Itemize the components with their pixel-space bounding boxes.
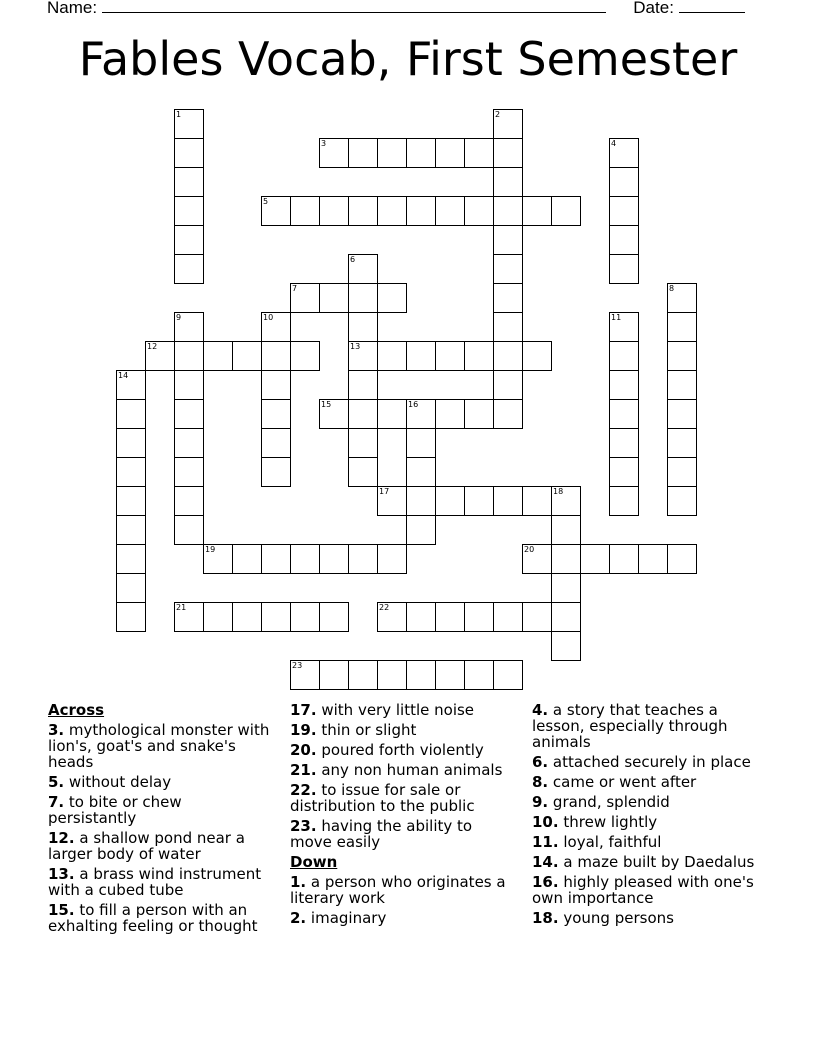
grid-cell[interactable] <box>348 341 378 371</box>
grid-cell[interactable] <box>493 196 523 226</box>
grid-cell[interactable] <box>319 399 349 429</box>
grid-cell[interactable] <box>174 370 204 400</box>
grid-cell[interactable] <box>609 428 639 458</box>
grid-cell[interactable] <box>290 544 320 574</box>
grid-cell[interactable] <box>464 196 494 226</box>
across-clue <box>48 830 273 862</box>
clue-text: any non human animals <box>321 761 503 779</box>
grid-cell[interactable] <box>348 544 378 574</box>
grid-cell[interactable] <box>464 341 494 371</box>
grid-cell[interactable] <box>261 196 291 226</box>
cell-number: 7 <box>292 284 298 293</box>
grid-cell[interactable] <box>435 341 465 371</box>
grid-cell[interactable] <box>261 341 291 371</box>
grid-cell[interactable] <box>493 399 523 429</box>
grid-cell[interactable] <box>667 312 697 342</box>
grid-cell[interactable] <box>174 109 204 139</box>
cell-number: 6 <box>350 255 356 264</box>
cell-number: 17 <box>379 487 390 496</box>
grid-cell[interactable] <box>377 602 407 632</box>
grid-cell[interactable] <box>609 254 639 284</box>
grid-cell[interactable] <box>348 283 378 313</box>
clue-text: a shallow pond near a larger body of water <box>48 829 245 863</box>
clue-text: a maze built by Daedalus <box>563 853 755 871</box>
grid-cell[interactable] <box>609 225 639 255</box>
grid-cell[interactable] <box>406 428 436 458</box>
grid-cell[interactable] <box>551 544 581 574</box>
grid-cell[interactable] <box>493 225 523 255</box>
grid-cell[interactable] <box>493 283 523 313</box>
grid-cell[interactable] <box>203 544 233 574</box>
grid-cell[interactable] <box>406 196 436 226</box>
across-clue <box>290 722 518 738</box>
down-heading: Down <box>290 853 338 871</box>
clue-number: 1. <box>290 873 307 891</box>
clue-text: threw lightly <box>563 813 658 831</box>
clue-number: 13. <box>48 865 75 883</box>
grid-cell[interactable] <box>232 341 262 371</box>
grid-cell[interactable] <box>348 312 378 342</box>
grid-cell[interactable] <box>174 254 204 284</box>
grid-cell[interactable] <box>435 660 465 690</box>
cell-number: 12 <box>147 342 158 351</box>
down-clue <box>532 854 762 870</box>
grid-cell[interactable] <box>319 660 349 690</box>
grid-cell[interactable] <box>406 341 436 371</box>
clue-number: 19. <box>290 721 317 739</box>
grid-cell[interactable] <box>464 138 494 168</box>
down-clue <box>290 910 518 926</box>
grid-cell[interactable] <box>638 544 668 574</box>
clue-number: 7. <box>48 793 65 811</box>
grid-cell[interactable] <box>551 196 581 226</box>
grid-cell[interactable] <box>406 486 436 516</box>
grid-cell[interactable] <box>522 602 552 632</box>
clue-column-1 <box>48 702 273 938</box>
grid-cell[interactable] <box>667 370 697 400</box>
grid-cell[interactable] <box>609 544 639 574</box>
cell-number: 10 <box>263 313 274 322</box>
grid-cell[interactable] <box>174 428 204 458</box>
clue-text: imaginary <box>310 909 387 927</box>
name-label: Name: <box>47 0 98 17</box>
cell-number: 8 <box>669 284 675 293</box>
cell-number: 5 <box>263 197 269 206</box>
cell-number: 16 <box>408 400 419 409</box>
grid-cell[interactable] <box>609 486 639 516</box>
across-clue <box>290 762 518 778</box>
grid-cell[interactable] <box>464 602 494 632</box>
grid-cell[interactable] <box>493 602 523 632</box>
grid-cell[interactable] <box>493 486 523 516</box>
grid-cell[interactable] <box>464 486 494 516</box>
grid-cell[interactable] <box>203 602 233 632</box>
clue-text: a person who originates a literary work <box>290 873 506 907</box>
grid-cell[interactable] <box>319 602 349 632</box>
grid-cell[interactable] <box>174 457 204 487</box>
cell-number: 15 <box>321 400 332 409</box>
grid-cell[interactable] <box>232 602 262 632</box>
grid-cell[interactable] <box>348 457 378 487</box>
clue-number: 23. <box>290 817 317 835</box>
across-clue <box>290 742 518 758</box>
down-clue <box>532 774 762 790</box>
across-clue <box>290 702 518 718</box>
grid-cell[interactable] <box>522 196 552 226</box>
clue-number: 16. <box>532 873 559 891</box>
grid-cell[interactable] <box>406 660 436 690</box>
grid-cell[interactable] <box>551 486 581 516</box>
grid-cell[interactable] <box>551 515 581 545</box>
grid-cell[interactable] <box>348 138 378 168</box>
grid-cell[interactable] <box>174 515 204 545</box>
down-clue <box>532 754 762 770</box>
grid-cell[interactable] <box>261 428 291 458</box>
down-clue <box>532 794 762 810</box>
grid-cell[interactable] <box>406 515 436 545</box>
clue-text: with very little noise <box>321 701 475 719</box>
grid-cell[interactable] <box>261 370 291 400</box>
grid-cell[interactable] <box>609 399 639 429</box>
down-clue <box>532 834 762 850</box>
across-clue <box>48 866 273 898</box>
grid-cell[interactable] <box>261 602 291 632</box>
grid-cell[interactable] <box>522 486 552 516</box>
grid-cell[interactable] <box>551 573 581 603</box>
clue-text: came or went after <box>552 773 697 791</box>
grid-cell[interactable] <box>435 602 465 632</box>
grid-cell[interactable] <box>493 167 523 197</box>
grid-cell[interactable] <box>319 283 349 313</box>
cell-number: 18 <box>553 487 564 496</box>
grid-cell[interactable] <box>377 486 407 516</box>
clue-text: a brass wind instrument with a cubed tube <box>48 865 262 899</box>
clue-number: 2. <box>290 909 307 927</box>
grid-cell[interactable] <box>377 399 407 429</box>
clue-text: attached securely in place <box>552 753 751 771</box>
cell-number: 14 <box>118 371 129 380</box>
grid-cell[interactable] <box>174 486 204 516</box>
grid-cell[interactable] <box>348 428 378 458</box>
cell-number: 9 <box>176 313 182 322</box>
clue-text: to bite or chew persistantly <box>48 793 182 827</box>
clue-text: having the ability to move easily <box>290 817 473 851</box>
grid-cell[interactable] <box>116 544 146 574</box>
grid-cell[interactable] <box>493 312 523 342</box>
grid-cell[interactable] <box>551 602 581 632</box>
grid-cell[interactable] <box>464 399 494 429</box>
grid-cell[interactable] <box>116 399 146 429</box>
grid-cell[interactable] <box>116 428 146 458</box>
down-clue <box>290 874 518 906</box>
grid-cell[interactable] <box>348 370 378 400</box>
grid-cell[interactable] <box>116 515 146 545</box>
grid-cell[interactable] <box>348 196 378 226</box>
grid-cell[interactable] <box>406 399 436 429</box>
grid-cell[interactable] <box>667 457 697 487</box>
cell-number: 19 <box>205 545 216 554</box>
grid-cell[interactable] <box>377 196 407 226</box>
grid-cell[interactable] <box>319 544 349 574</box>
across-clue <box>48 722 273 770</box>
grid-cell[interactable] <box>174 341 204 371</box>
grid-cell[interactable] <box>203 341 233 371</box>
clue-text: poured forth violently <box>321 741 484 759</box>
grid-cell[interactable] <box>377 341 407 371</box>
grid-cell[interactable] <box>551 631 581 661</box>
clue-number: 12. <box>48 829 75 847</box>
grid-cell[interactable] <box>667 283 697 313</box>
grid-cell[interactable] <box>174 138 204 168</box>
grid-cell[interactable] <box>116 457 146 487</box>
grid-cell[interactable] <box>667 544 697 574</box>
grid-cell[interactable] <box>667 486 697 516</box>
cell-number: 13 <box>350 342 361 351</box>
grid-cell[interactable] <box>609 167 639 197</box>
grid-cell[interactable] <box>116 602 146 632</box>
grid-cell[interactable] <box>261 544 291 574</box>
clue-number: 15. <box>48 901 75 919</box>
clue-column-2 <box>290 702 518 930</box>
grid-cell[interactable] <box>174 399 204 429</box>
grid-cell[interactable] <box>493 660 523 690</box>
grid-cell[interactable] <box>348 399 378 429</box>
clue-text: young persons <box>563 909 674 927</box>
grid-cell[interactable] <box>377 544 407 574</box>
grid-cell[interactable] <box>406 138 436 168</box>
cell-number: 23 <box>292 661 303 670</box>
grid-cell[interactable] <box>377 283 407 313</box>
grid-cell[interactable] <box>290 660 320 690</box>
puzzle-title: Fables Vocab, First Semester <box>78 32 738 86</box>
clue-number: 20. <box>290 741 317 759</box>
clue-text: to issue for sale or distribution to the public <box>290 781 475 815</box>
clue-number: 3. <box>48 721 65 739</box>
grid-cell[interactable] <box>174 312 204 342</box>
grid-cell[interactable] <box>493 109 523 139</box>
down-clue <box>532 874 762 906</box>
across-clue <box>290 782 518 814</box>
grid-cell[interactable] <box>435 196 465 226</box>
grid-cell[interactable] <box>290 341 320 371</box>
clue-number: 22. <box>290 781 317 799</box>
grid-cell[interactable] <box>522 544 552 574</box>
grid-cell[interactable] <box>348 254 378 284</box>
across-clue <box>48 774 273 790</box>
cell-number: 22 <box>379 603 390 612</box>
grid-cell[interactable] <box>667 399 697 429</box>
clue-number: 6. <box>532 753 549 771</box>
grid-cell[interactable] <box>261 312 291 342</box>
cell-number: 11 <box>611 313 622 322</box>
grid-cell[interactable] <box>667 341 697 371</box>
grid-cell[interactable] <box>377 138 407 168</box>
grid-cell[interactable] <box>290 283 320 313</box>
grid-cell[interactable] <box>435 138 465 168</box>
grid-cell[interactable] <box>174 196 204 226</box>
across-heading: Across <box>48 701 105 719</box>
cell-number: 3 <box>321 139 327 148</box>
clue-text: highly pleased with one's own importance <box>532 873 754 907</box>
down-clue <box>532 814 762 830</box>
clue-column-3 <box>532 702 762 930</box>
clue-text: without delay <box>68 773 172 791</box>
grid-cell[interactable] <box>290 196 320 226</box>
clue-number: 21. <box>290 761 317 779</box>
grid-cell[interactable] <box>116 486 146 516</box>
grid-cell[interactable] <box>493 138 523 168</box>
grid-cell[interactable] <box>406 602 436 632</box>
clue-text: loyal, faithful <box>563 833 662 851</box>
clue-number: 11. <box>532 833 559 851</box>
grid-cell[interactable] <box>609 138 639 168</box>
grid-cell[interactable] <box>435 399 465 429</box>
clue-number: 10. <box>532 813 559 831</box>
across-clue <box>48 794 273 826</box>
down-clue <box>532 702 762 750</box>
grid-cell[interactable] <box>464 660 494 690</box>
grid-cell[interactable] <box>377 660 407 690</box>
clue-text: a story that teaches a lesson, especially through animals <box>532 701 728 751</box>
grid-cell[interactable] <box>522 341 552 371</box>
grid-cell[interactable] <box>261 399 291 429</box>
grid-cell[interactable] <box>174 602 204 632</box>
grid-cell[interactable] <box>609 457 639 487</box>
grid-cell[interactable] <box>609 370 639 400</box>
down-clue <box>532 910 762 926</box>
date-label: Date: <box>633 0 674 17</box>
grid-cell[interactable] <box>667 428 697 458</box>
cell-number: 20 <box>524 545 535 554</box>
clue-text: mythological monster with lion's, goat's and snake's heads <box>48 721 270 771</box>
clue-number: 9. <box>532 793 549 811</box>
grid-cell[interactable] <box>145 341 175 371</box>
grid-cell[interactable] <box>580 544 610 574</box>
grid-cell[interactable] <box>435 486 465 516</box>
clue-number: 8. <box>532 773 549 791</box>
clue-text: grand, splendid <box>552 793 670 811</box>
grid-cell[interactable] <box>319 138 349 168</box>
cell-number: 2 <box>495 110 501 119</box>
grid-cell[interactable] <box>290 602 320 632</box>
grid-cell[interactable] <box>609 196 639 226</box>
grid-cell[interactable] <box>493 370 523 400</box>
clue-text: thin or slight <box>321 721 417 739</box>
grid-cell[interactable] <box>232 544 262 574</box>
clue-number: 4. <box>532 701 549 719</box>
grid-cell[interactable] <box>406 457 436 487</box>
grid-cell[interactable] <box>116 573 146 603</box>
clue-number: 18. <box>532 909 559 927</box>
clue-number: 17. <box>290 701 317 719</box>
across-clue <box>290 818 518 850</box>
cell-number: 21 <box>176 603 187 612</box>
grid-cell[interactable] <box>261 457 291 487</box>
across-clue <box>48 902 273 934</box>
grid-cell[interactable] <box>348 660 378 690</box>
grid-cell[interactable] <box>609 341 639 371</box>
grid-cell[interactable] <box>116 370 146 400</box>
grid-cell[interactable] <box>174 225 204 255</box>
grid-cell[interactable] <box>493 341 523 371</box>
clue-text: to fill a person with an exhalting feeling or thought <box>48 901 258 935</box>
grid-cell[interactable] <box>319 196 349 226</box>
grid-cell[interactable] <box>609 312 639 342</box>
grid-cell[interactable] <box>493 254 523 284</box>
cell-number: 1 <box>176 110 182 119</box>
clue-number: 14. <box>532 853 559 871</box>
cell-number: 4 <box>611 139 617 148</box>
clue-number: 5. <box>48 773 65 791</box>
grid-cell[interactable] <box>174 167 204 197</box>
